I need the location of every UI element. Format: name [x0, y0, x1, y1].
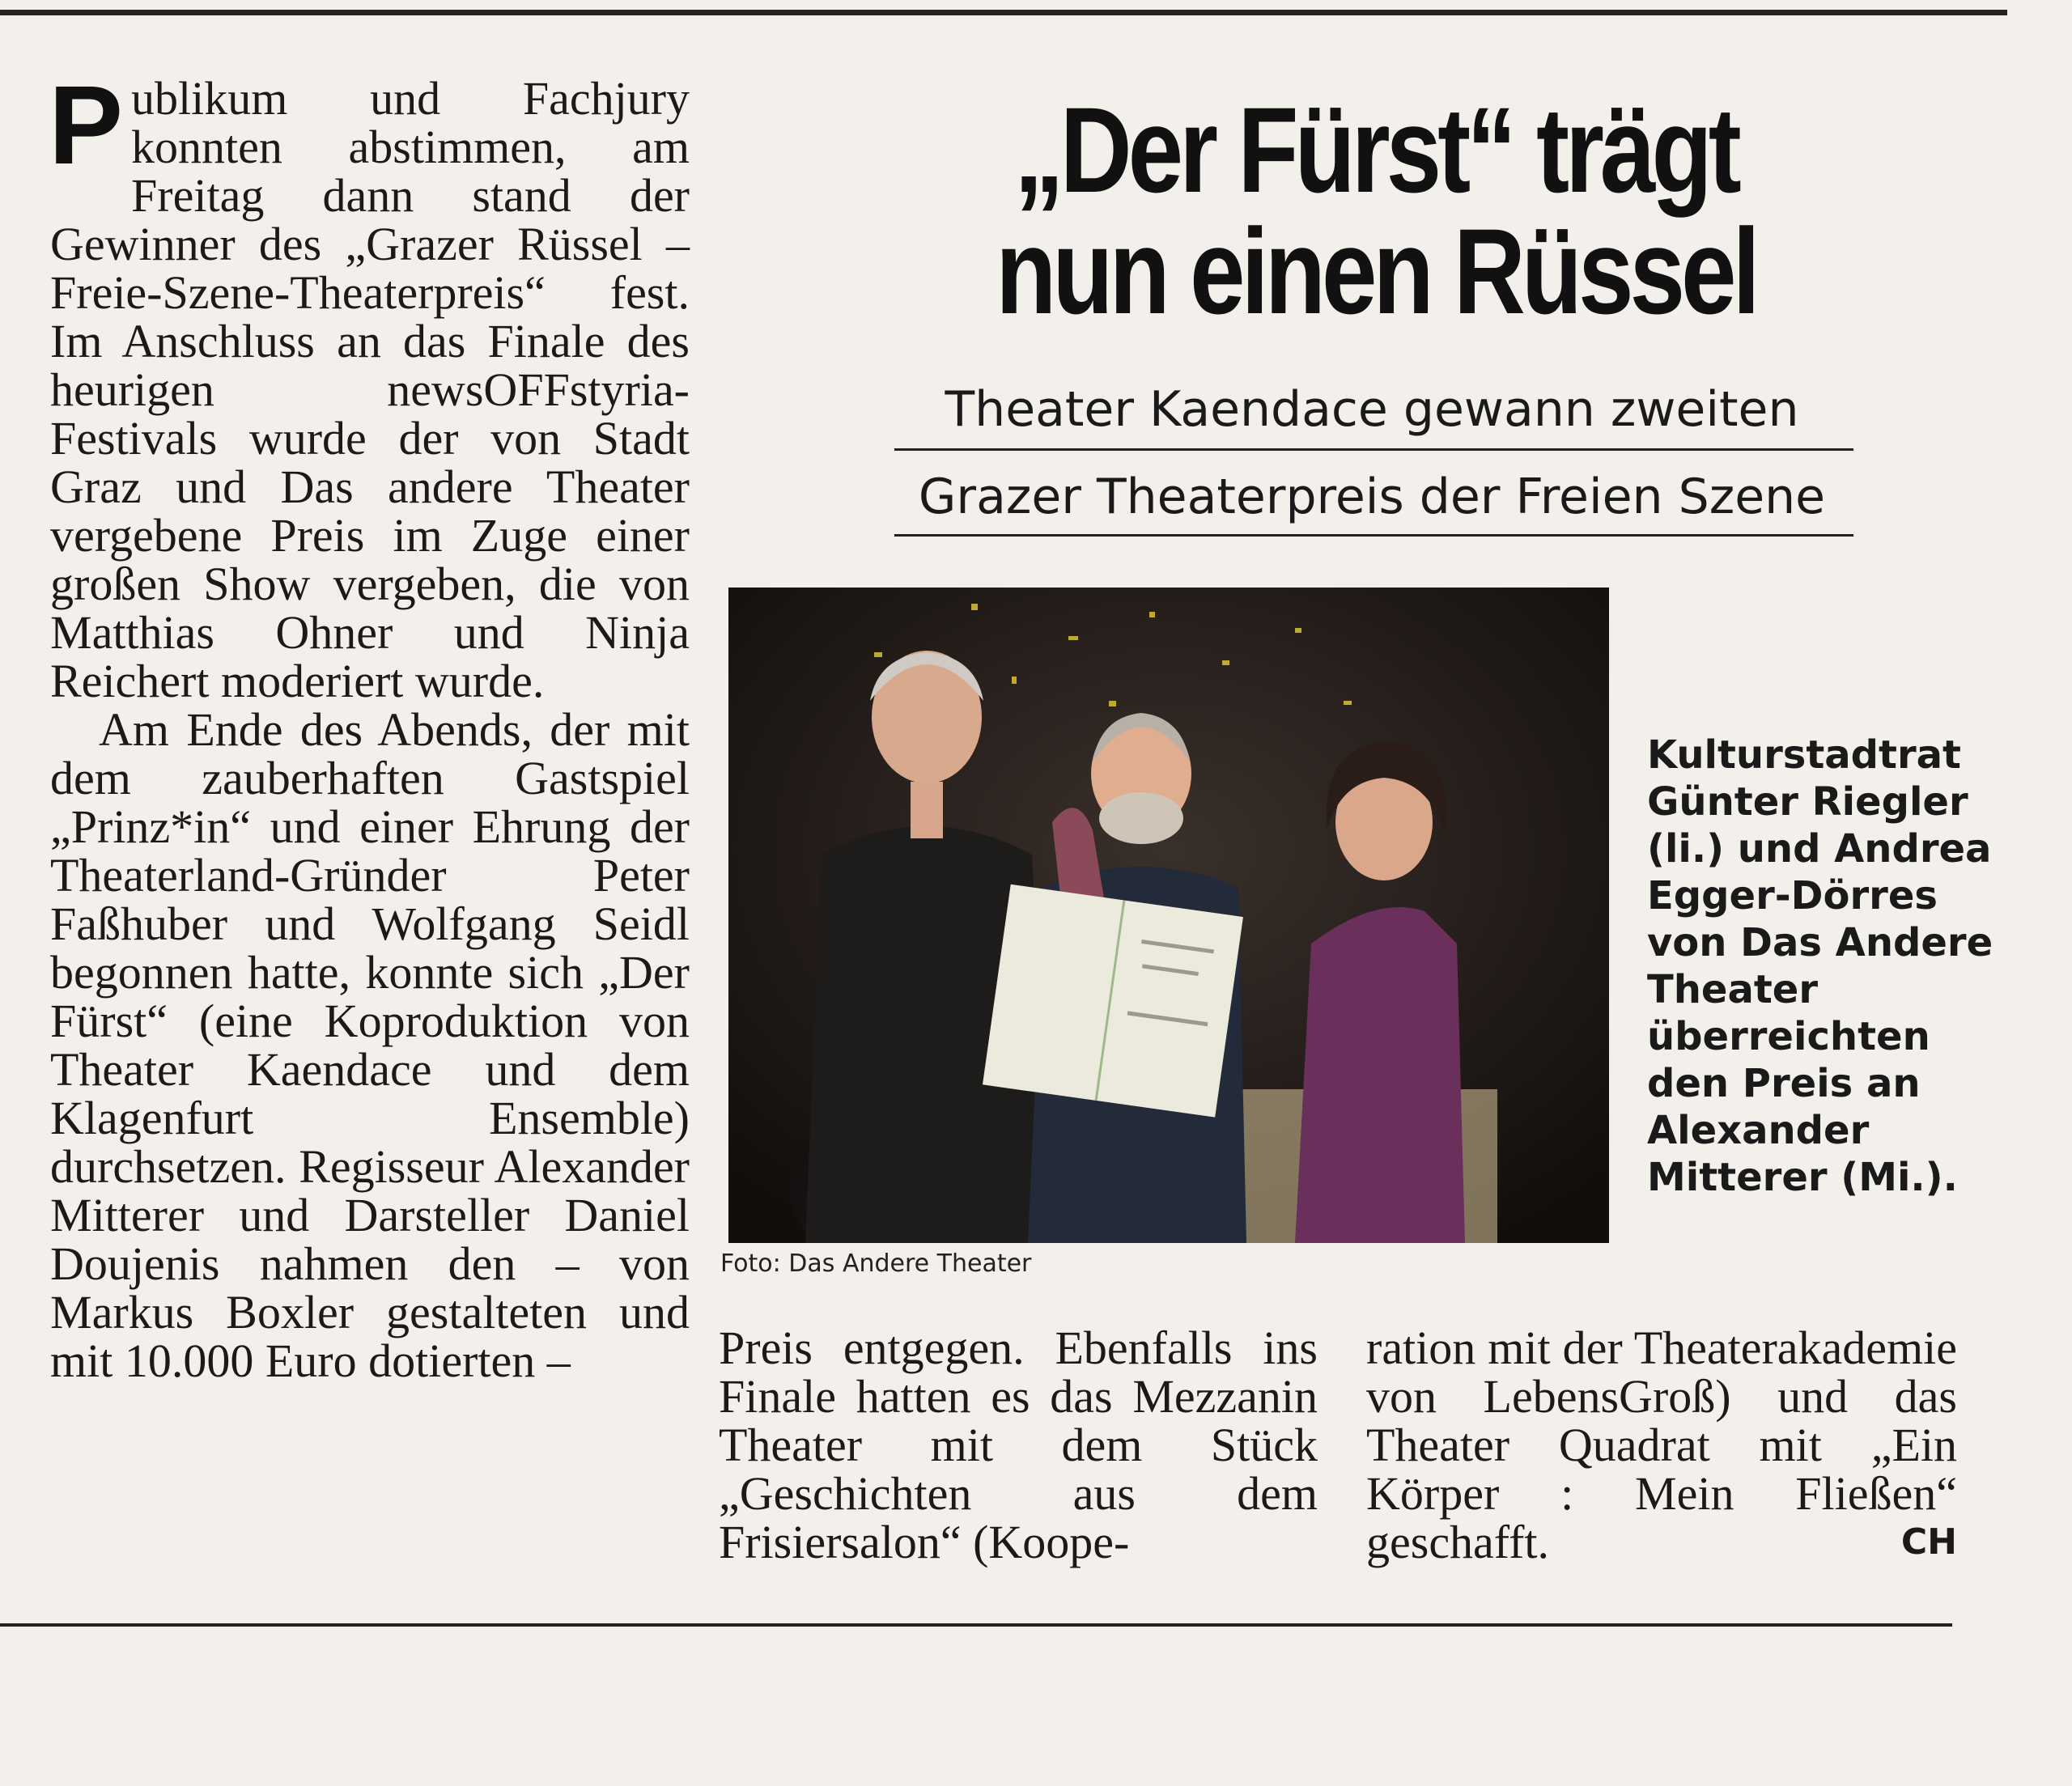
author-initials: CH	[1900, 1521, 1957, 1563]
award-photo-image	[728, 588, 1609, 1243]
paragraph-2: Am Ende des Abends, der mit dem zauberhaften Gastspiel „Prinz*in“ und einer Ehrung der Theaterland-Gründer Peter Faßhuber und Wolfgang Seidl begonnen hatte, konnte sich „Der Fürst“ (eine Koproduktion von Theater Kaendace und dem Klagenfurt Ensemble) durchsetzen. Regisseur Alexander Mitterer und Darsteller Daniel Doujenis nahmen den – von Markus Boxler gestalteten und mit 10.000 Euro dotierten –	[50, 703, 690, 1387]
subheadline-rule-1	[894, 448, 1853, 451]
subheadline-line-2: Grazer Theaterpreis der Freien Szene	[918, 469, 1826, 525]
photo-caption: Kulturstadtrat Günter Riegler (li.) und Andrea Egger-Dörres von Das Andere Theater überreichten den Preis an Alexander Mitterer (Mi.).	[1647, 732, 1993, 1200]
headline: „Der Fürst“ trägt nun einen Rüssel	[996, 82, 1756, 339]
drop-cap: P	[49, 63, 124, 188]
bottom-rule	[0, 1623, 1952, 1627]
paragraph-1	[49, 63, 690, 707]
column-2-text: Preis entgegen. Ebenfalls ins Finale hatten es das Mezzanin Theater mit dem Stück „Geschichten aus dem Frisiersalon“ (Koope-	[719, 1321, 1318, 1568]
subheadline-rule-2	[894, 534, 1853, 537]
paragraph-1-text: ublikum und Fachjury konnten abstimmen, am Freitag dann stand der Gewinner des „Grazer Rüssel – Freie-Szene-Theaterpreis“ fest. Im Anschluss an das Finale des heurigen newsOFFstyria-Festivals wurde der von Stadt Graz und Das andere Theater vergebene Preis im Zuge einer großen Show vergeben, die von Matthias Ohner und Ninja Reichert moderiert wurde.	[50, 72, 690, 707]
photo-credit: Foto: Das Andere Theater	[720, 1249, 1032, 1278]
column-3	[1366, 1321, 1957, 1568]
column-1	[49, 63, 690, 1387]
column-3-text	[1366, 1321, 1957, 1568]
top-rule	[0, 10, 2007, 15]
subheadline-line-1: Theater Kaendace gewann zweiten	[945, 381, 1799, 438]
column-3-body: ration mit der Theaterakademie von LebensGroß) und das Theater Quadrat mit „Ein Körper : Mein Fließen“ geschafft.	[1366, 1321, 1957, 1568]
award-photo	[728, 588, 1609, 1243]
column-2	[719, 1321, 1318, 1568]
